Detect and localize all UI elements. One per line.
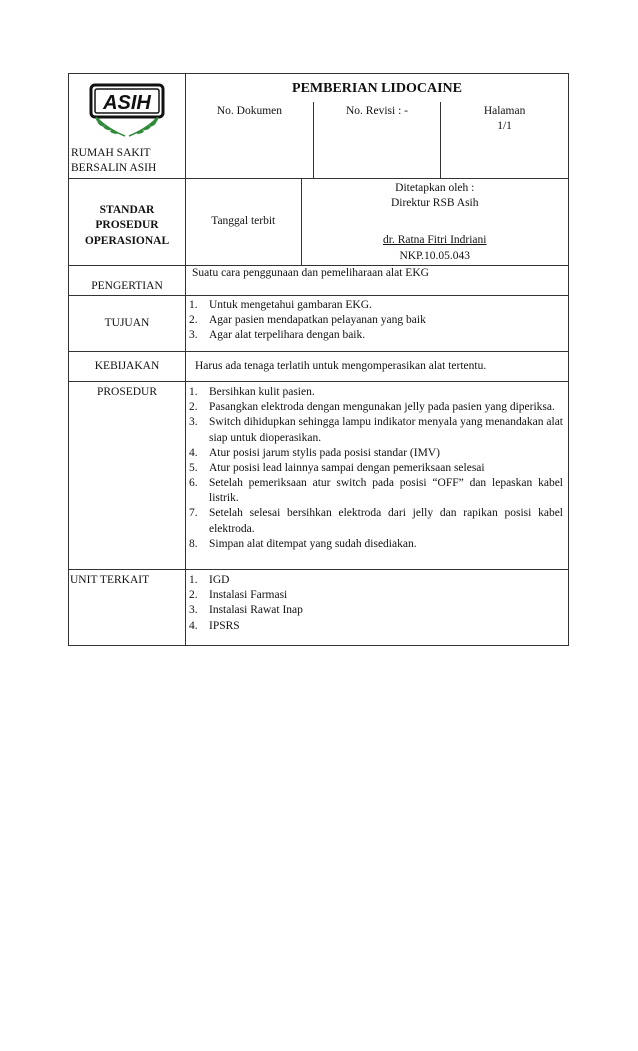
list-item-text: IPSRS [209,619,240,632]
no-dokumen-cell: No. Dokumen [216,105,282,117]
hospital-name: RUMAH SAKIT BERSALIN ASIH [71,147,157,175]
document-title: PEMBERIAN LIDOCAINE [292,81,462,96]
unit-terkait-label: UNIT TERKAIT [69,570,186,646]
list-item-number: 2. [189,314,198,327]
sop-info-cell [186,179,569,266]
tujuan-content [186,296,569,352]
list-item-text: IGD [209,574,230,586]
list-item-text: Atur posisi jarum stylis pada posisi standar (IMV) [209,446,440,459]
kebijakan-text: Harus ada tenaga terlatih untuk mengomperasikan alat tertentu. [186,352,569,382]
unit-terkait-content [186,570,569,646]
asih-logo-icon [85,80,169,140]
list-item [189,537,563,552]
signer-nkp: NKP.10.05.043 [399,249,471,262]
list-item-text: Switch dihidupkan sehingga lampu indikator menyala yang menandakan alat siap untuk dioperasikan. [209,416,563,444]
ditetapkan-cell: Ditetapkan oleh : Direktur RSB Asih dr. Ratna Fitri Indriani NKP.10.05.043 [301,179,568,265]
list-item-text: Instalasi Farmasi [209,589,288,602]
prosedur-content [186,382,569,570]
list-item [189,385,563,400]
pengertian-text: Suatu cara penggunaan dan pemeliharaan alat EKG [186,266,569,296]
document-meta-table [186,102,568,178]
tanggal-terbit-cell: Tanggal terbit [211,215,276,228]
halaman-cell: Halaman 1/1 [441,102,568,178]
list-item-text: Pasangkan elektroda dengan mengunakan jelly pada pasien yang diperiksa. [209,401,555,414]
list-item-text: Atur posisi lead lainnya sampai dengan pemeriksaan selesai [209,461,485,474]
list-item-number: 2. [189,589,198,602]
list-item [189,415,563,445]
list-item-text: Setelah selesai bersihkan elektroda dari jelly dan rapikan posisi kabel elektroda. [209,507,563,535]
list-item-number: 1. [189,299,198,311]
hospital-cell [69,74,186,179]
sop-info-table [186,179,568,265]
list-item [189,573,563,588]
list-item [189,619,563,634]
list-item-number: 1. [189,386,198,398]
unit-terkait-list [189,573,563,634]
list-item [189,588,563,603]
logo-text: ASIH [103,92,151,114]
list-item-number: 2. [189,401,198,414]
list-item-text: Bersihkan kulit pasien. [209,386,315,398]
list-item [189,328,564,343]
list-item-text: Agar pasien mendapatkan pelayanan yang baik [209,314,426,327]
signer-name: dr. Ratna Fitri Indriani [383,234,487,247]
list-item-number: 6. [189,477,198,490]
list-item-text: Setelah pemeriksaan atur switch pada posisi “OFF” dan lepaskan kabel listrik. [209,477,563,505]
pengertian-label: PENGERTIAN [69,266,186,296]
list-item-text: Simpan alat ditempat yang sudah disediakan. [209,537,417,550]
sop-label-cell: STANDAR PROSEDUR OPERASIONAL [69,179,186,266]
header-right-cell [186,74,569,179]
list-item-number: 7. [189,507,198,520]
list-item [189,461,563,476]
list-item-number: 5. [189,461,198,474]
hospital-logo [69,74,185,146]
list-item-number: 4. [189,619,198,632]
list-item-text: Agar alat terpelihara dengan baik. [209,329,366,342]
list-item-number: 3. [189,329,198,342]
tujuan-label: TUJUAN [69,296,186,352]
list-item [189,313,564,328]
no-revisi-cell: No. Revisi : - [313,102,440,178]
sop-document-table [68,73,569,646]
list-item-number: 8. [189,537,198,550]
kebijakan-label: KEBIJAKAN [69,352,186,382]
prosedur-list [189,385,563,552]
list-item-text: Untuk mengetahui gambaran EKG. [209,299,372,311]
list-item [189,446,563,461]
list-item [189,603,563,618]
list-item [189,476,563,506]
list-item-number: 1. [189,574,198,586]
list-item [189,506,563,536]
list-item-number: 3. [189,604,198,617]
list-item-number: 3. [189,416,198,429]
list-item-number: 4. [189,446,198,459]
list-item-text: Instalasi Rawat Inap [209,604,303,617]
tujuan-list [189,298,564,344]
prosedur-label: PROSEDUR [69,382,186,570]
list-item [189,400,563,415]
list-item [189,298,564,313]
